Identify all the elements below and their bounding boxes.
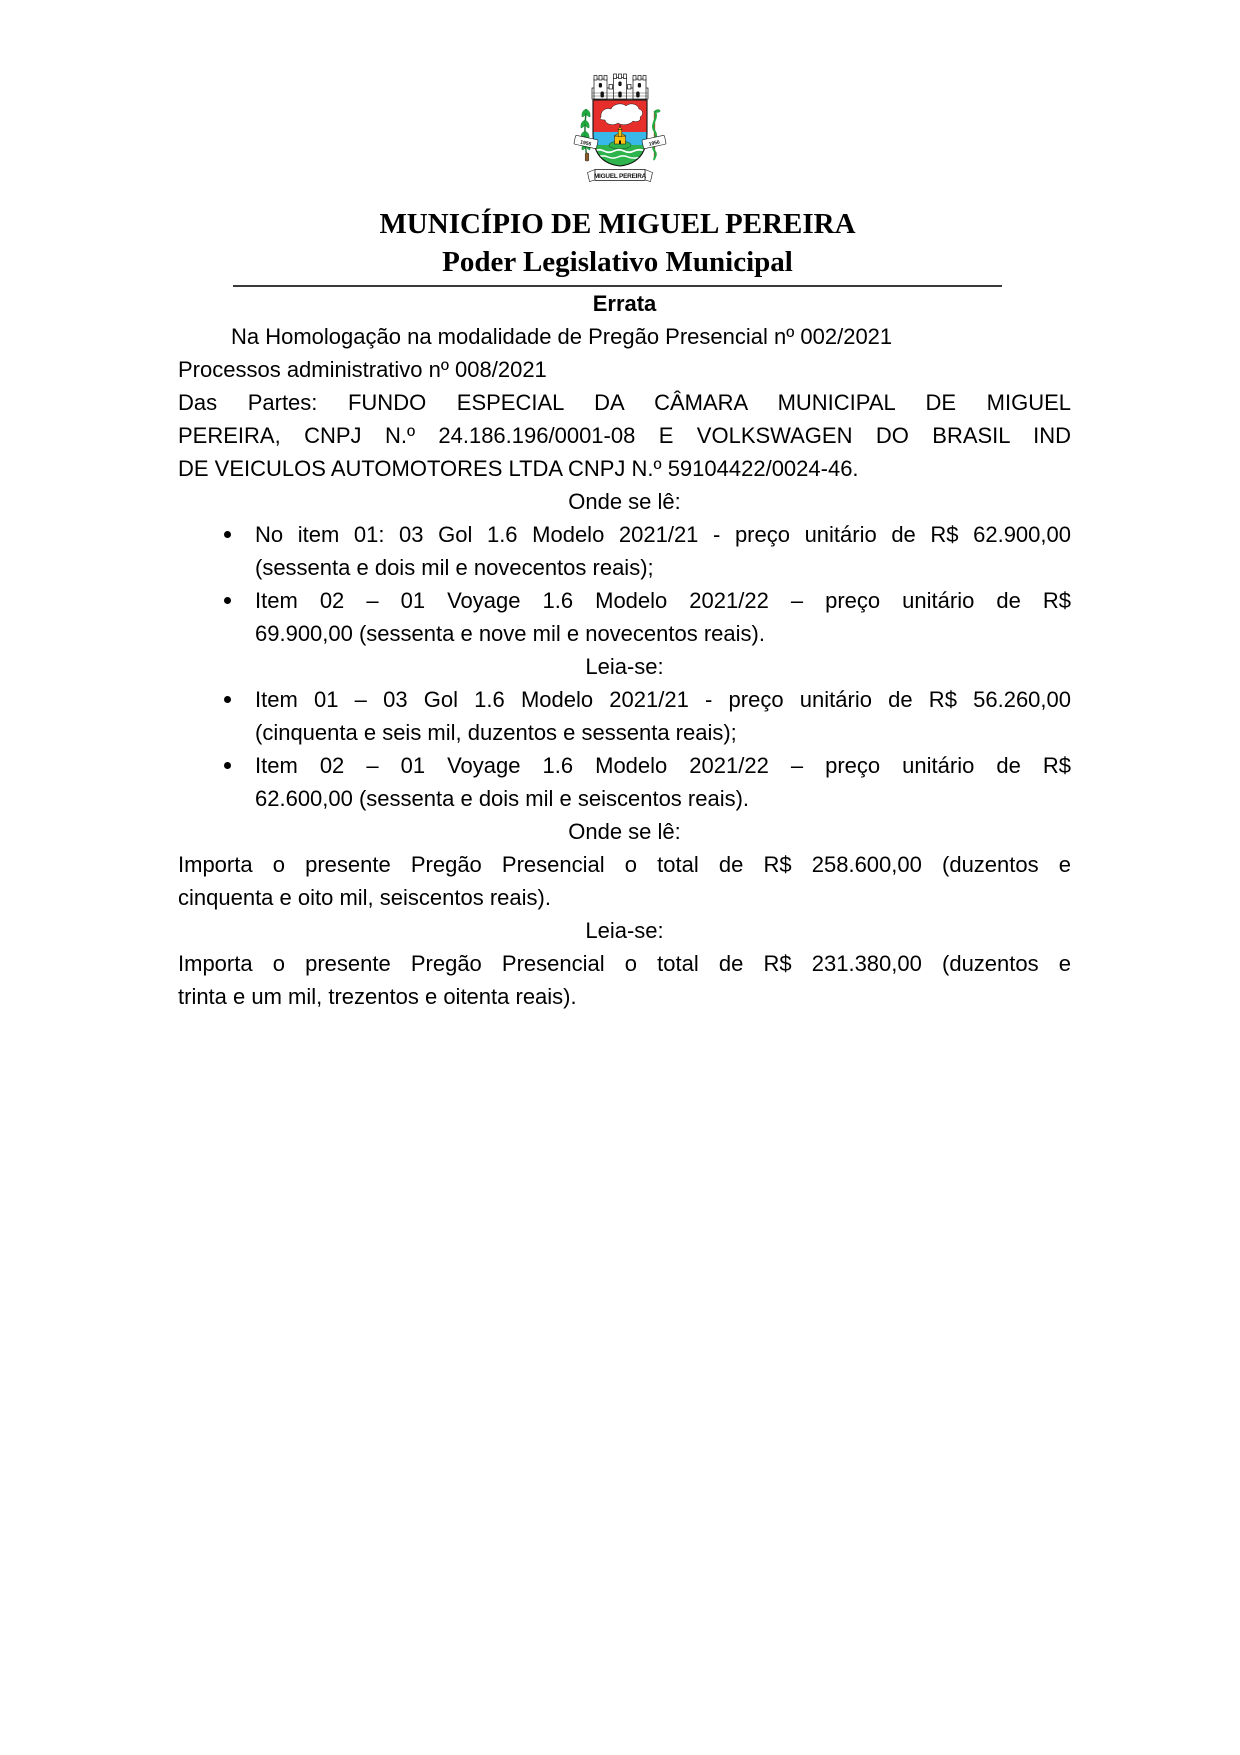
parties-paragraph: [178, 386, 1071, 485]
list-item-1: [178, 683, 1071, 749]
item-line: 62.600,00 (sessenta e dois mil e seiscentos reais).: [255, 786, 750, 811]
item-line: Item 02 – 01 Voyage 1.6 Modelo 2021/22 – preço unitário de R$: [255, 753, 1071, 778]
svg-text:1955: 1955: [579, 139, 592, 148]
leia-se-list: [178, 683, 1071, 815]
municipal-coat-of-arms-icon: [570, 73, 670, 183]
item-line: Item 01 – 03 Gol 1.6 Modelo 2021/21 - preço unitário de R$ 56.260,00: [255, 687, 1071, 712]
onde-se-le-list: [178, 518, 1071, 650]
shield: [593, 100, 647, 166]
item-line: Item 02 – 01 Voyage 1.6 Modelo 2021/22 – preço unitário de R$: [255, 588, 1071, 613]
section-label-onde-se-le-1: Onde se lê:: [568, 489, 681, 514]
total-leia-paragraph: [178, 947, 1071, 1013]
bullet-icon: [224, 762, 231, 769]
laurel-branch-icon: [581, 109, 590, 161]
section-label-leia-se-2: Leia-se:: [585, 918, 664, 943]
bullet-icon: [224, 597, 231, 604]
document-body: [178, 287, 1071, 1013]
svg-text:MIGUEL PEREIRA: MIGUEL PEREIRA: [593, 172, 647, 180]
parties-line-2: PEREIRA, CNPJ N.º 24.186.196/0001-08 E VOLKSWAGEN DO BRASIL IND: [178, 423, 1071, 448]
section-label-leia-se-1: Leia-se:: [585, 654, 664, 679]
mural-crown-icon: [592, 74, 648, 99]
header-title-block: [233, 205, 1002, 287]
vine-branch-icon: [653, 110, 660, 161]
item-line: No item 01: 03 Gol 1.6 Modelo 2021/21 - preço unitário de R$ 62.900,00: [255, 522, 1071, 547]
total-line: trinta e um mil, trezentos e oitenta reais).: [178, 984, 577, 1009]
intro-line-2: Processos administrativo nº 008/2021: [178, 357, 547, 382]
list-item-1: [178, 518, 1071, 584]
total-line: Importa o presente Pregão Presencial o total de R$ 231.380,00 (duzentos e: [178, 951, 1071, 976]
intro-paragraph: [178, 320, 1071, 386]
total-onde-paragraph: [178, 848, 1071, 914]
bullet-icon: [224, 531, 231, 538]
parties-line-3: DE VEICULOS AUTOMOTORES LTDA CNPJ N.º 59104422/0024-46.: [178, 456, 859, 481]
list-item-2: [178, 749, 1071, 815]
banner-ribbon: [588, 170, 653, 182]
item-line: (sessenta e dois mil e novecentos reais);: [255, 555, 654, 580]
item-line: (cinquenta e seis mil, duzentos e sessenta reais);: [255, 720, 737, 745]
section-label-onde-se-le-2: Onde se lê:: [568, 819, 681, 844]
intro-line-1: Na Homologação na modalidade de Pregão Presencial nº 002/2021: [231, 324, 893, 349]
svg-text:1956: 1956: [648, 139, 661, 148]
municipality-title: MUNICÍPIO DE MIGUEL PEREIRA: [379, 208, 856, 240]
parties-line-1: Das Partes: FUNDO ESPECIAL DA CÂMARA MUNICIPAL DE MIGUEL: [178, 390, 1071, 415]
bullet-icon: [224, 696, 231, 703]
total-line: cinquenta e oito mil, seiscentos reais).: [178, 885, 551, 910]
errata-heading: Errata: [592, 291, 657, 316]
list-item-2: [178, 584, 1071, 650]
document-header: [0, 0, 1240, 287]
total-line: Importa o presente Pregão Presencial o total de R$ 258.600,00 (duzentos e: [178, 852, 1071, 877]
item-line: 69.900,00 (sessenta e nove mil e novecentos reais).: [255, 621, 765, 646]
legislative-subtitle: Poder Legislativo Municipal: [442, 246, 793, 278]
